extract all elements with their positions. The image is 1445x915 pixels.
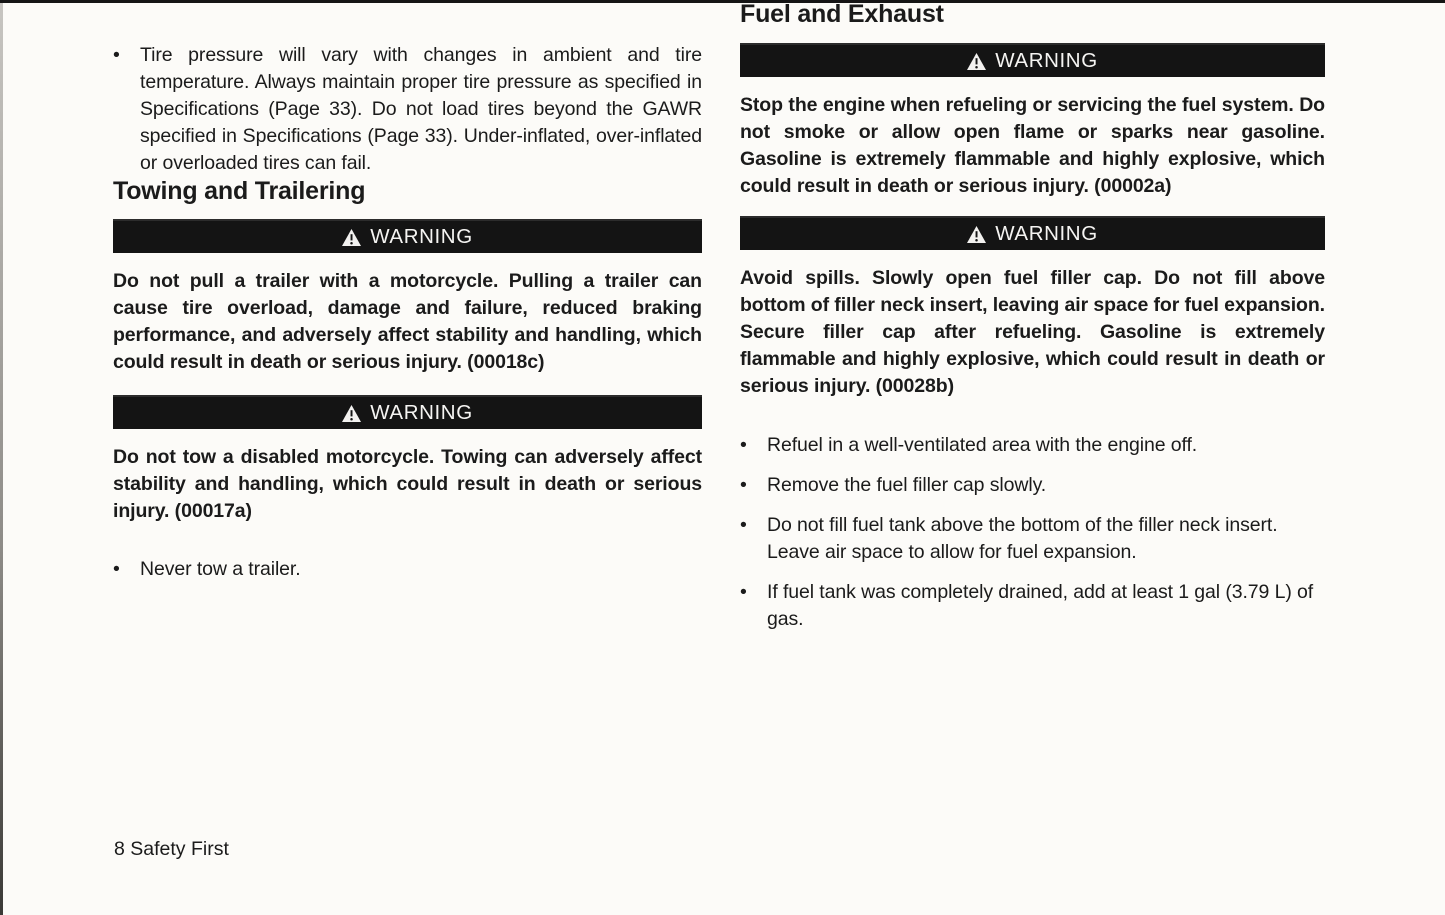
bullet-dot — [740, 472, 767, 499]
warning-banner — [740, 216, 1325, 250]
left-column — [113, 0, 702, 583]
list-item — [740, 472, 1325, 499]
warning-banner — [113, 219, 702, 253]
warning-triangle-icon — [342, 229, 361, 246]
never-tow-text: Never tow a trailer. — [140, 558, 301, 580]
list-item-never-tow — [113, 556, 702, 583]
page-footer: 8 Safety First — [114, 838, 229, 860]
warning-banner-label: WARNING — [995, 222, 1098, 245]
warning-banner — [740, 43, 1325, 77]
right-column — [740, 0, 1325, 633]
bullet-dot — [113, 42, 140, 69]
list-item — [740, 432, 1325, 459]
warning-banner-label: WARNING — [370, 225, 473, 248]
warning-text-spills: Avoid spills. Slowly open fuel filler cap. Do not fill above bottom of filler neck insert, leaving air space for fuel expansion. Secure filler cap after refueling. Gasoline is extremely flammable and highly explosive, which could result in death or serious injury. (00028b) — [740, 267, 1325, 397]
list-item — [740, 512, 1325, 566]
bullet-dot — [740, 579, 767, 606]
scan-edge-left — [0, 3, 3, 915]
section-heading-towing: Towing and Trailering — [113, 177, 366, 205]
fuel-bullet-text: Do not fill fuel tank above the bottom of the filler neck insert. Leave air space to allow for fuel expansion. — [767, 514, 1278, 563]
list-item — [740, 579, 1325, 633]
fuel-bullet-text: Refuel in a well-ventilated area with the engine off. — [767, 434, 1198, 456]
fuel-bullet-list — [740, 432, 1325, 633]
tire-pressure-text: Tire pressure will vary with changes in ambient and tire temperature. Always maintain proper tire pressure as specified in Specifications (Page 33). Do not load tires beyond the GAWR specified in Specifications (Page 33). Under-inflated, over-inflated or overloaded tires can fail. — [140, 44, 702, 174]
warning-banner-label: WARNING — [995, 49, 1098, 72]
bullet-dot — [113, 556, 140, 583]
section-heading-fuel: Fuel and Exhaust — [740, 0, 944, 28]
warning-banner-label: WARNING — [370, 401, 473, 424]
warning-text-trailer: Do not pull a trailer with a motorcycle. Pulling a trailer can cause tire overload, damage and failure, reduced braking performance, and adversely affect stability and handling, which could result in death or serious injury. (00018c) — [113, 270, 702, 373]
warning-banner — [113, 395, 702, 429]
warning-triangle-icon — [967, 53, 986, 70]
bullet-dot — [740, 432, 767, 459]
fuel-bullet-text: If fuel tank was completely drained, add at least 1 gal (3.79 L) of gas. — [767, 581, 1314, 630]
fuel-bullet-text: Remove the fuel filler cap slowly. — [767, 474, 1047, 496]
bullet-dot — [740, 512, 767, 539]
warning-text-towing: Do not tow a disabled motorcycle. Towing can adversely affect stability and handling, which could result in death or serious injury. (00017a) — [113, 446, 702, 522]
warning-triangle-icon — [967, 226, 986, 243]
warning-text-refueling: Stop the engine when refueling or servicing the fuel system. Do not smoke or allow open flame or sparks near gasoline. Gasoline is extremely flammable and highly explosive, which could result in death or serious injury. (00002a) — [740, 94, 1325, 197]
list-item-tire-pressure — [113, 42, 702, 177]
warning-triangle-icon — [342, 405, 361, 422]
